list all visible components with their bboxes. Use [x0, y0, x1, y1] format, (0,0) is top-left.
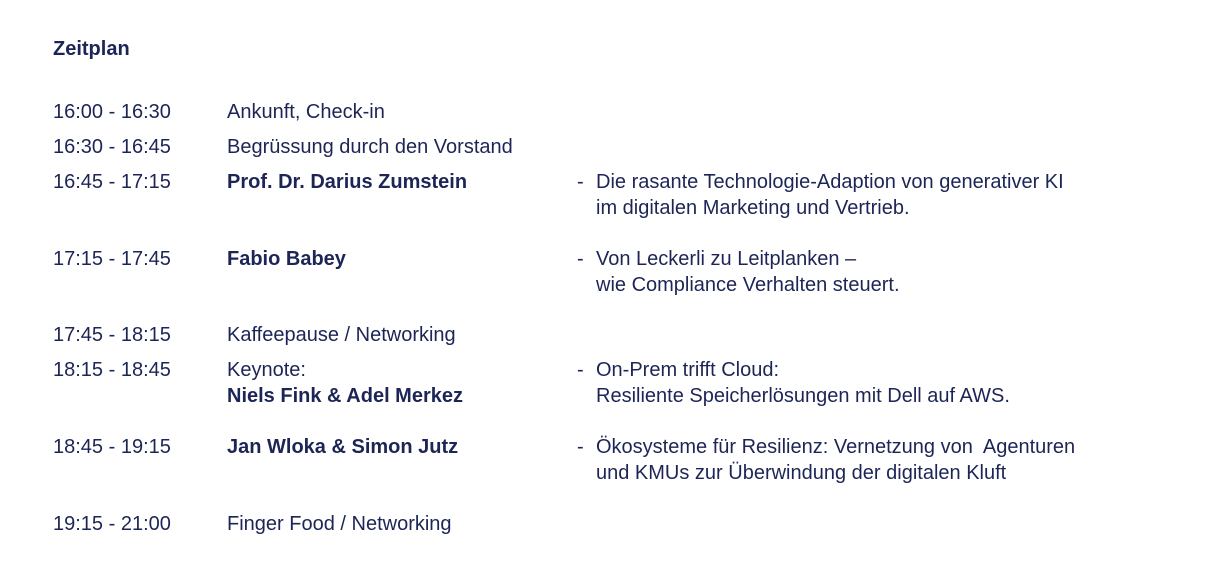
schedule-time: 18:45 - 19:15 [53, 436, 171, 458]
schedule-row [53, 134, 1183, 169]
speaker-name: Jan Wloka & Simon Jutz [227, 436, 459, 458]
dash-separator: - [577, 171, 584, 193]
page-title: Zeitplan [53, 38, 130, 60]
dash-separator: - [577, 436, 584, 458]
schedule-row [53, 357, 1183, 434]
schedule-row [53, 511, 1183, 546]
schedule-title-line: Finger Food / Networking [227, 513, 452, 535]
talk-title-line: Die rasante Technologie-Adaption von generativer KI [596, 171, 1064, 193]
speaker [227, 434, 567, 460]
talk-title-line: Ökosysteme für Resilienz: Vernetzung von Agenturen [596, 436, 1076, 458]
talk-title-line: Resiliente Speicherlösungen mit Dell auf AWS. [596, 385, 1010, 407]
talk-title [577, 434, 1075, 486]
schedule-title [227, 134, 567, 160]
dash-separator: - [577, 359, 584, 381]
schedule-title-line: Kaffeepause / Networking [227, 324, 456, 346]
talk-title-line: On-Prem trifft Cloud: [596, 359, 780, 381]
schedule-time: 19:15 - 21:00 [53, 513, 171, 535]
schedule-title [227, 99, 567, 125]
dash-separator: - [577, 248, 584, 270]
schedule-time: 18:15 - 18:45 [53, 359, 171, 381]
schedule-list [53, 99, 1183, 546]
keynote-label: Keynote: [227, 359, 306, 381]
talk-title-line: wie Compliance Verhalten steuert. [596, 274, 900, 296]
schedule-time: 16:00 - 16:30 [53, 101, 171, 123]
schedule-row [53, 169, 1183, 246]
schedule-time: 17:45 - 18:15 [53, 324, 171, 346]
schedule-title-line: Ankunft, Check-in [227, 101, 385, 123]
schedule-row [53, 246, 1183, 322]
schedule-row [53, 99, 1183, 134]
speaker-name: Fabio Babey [227, 248, 346, 270]
talk-title-line: und KMUs zur Überwindung der digitalen Kluft [596, 462, 1007, 484]
schedule-time: 16:45 - 17:15 [53, 171, 171, 193]
schedule-time: 16:30 - 16:45 [53, 136, 171, 158]
speaker-name: Niels Fink & Adel Merkez [227, 385, 463, 407]
schedule-row [53, 322, 1183, 357]
talk-title [577, 357, 1010, 409]
schedule-title [227, 322, 567, 348]
schedule-title [227, 511, 567, 537]
schedule-row [53, 434, 1183, 511]
speaker [227, 357, 567, 409]
speaker [227, 246, 567, 272]
schedule-time: 17:15 - 17:45 [53, 248, 171, 270]
schedule-title-line: Begrüssung durch den Vorstand [227, 136, 513, 158]
speaker-name: Prof. Dr. Darius Zumstein [227, 171, 468, 193]
talk-title [577, 169, 1064, 221]
talk-title-line: im digitalen Marketing und Vertrieb. [596, 197, 910, 219]
speaker [227, 169, 567, 195]
talk-title [577, 246, 900, 298]
talk-title-line: Von Leckerli zu Leitplanken – [596, 248, 857, 270]
